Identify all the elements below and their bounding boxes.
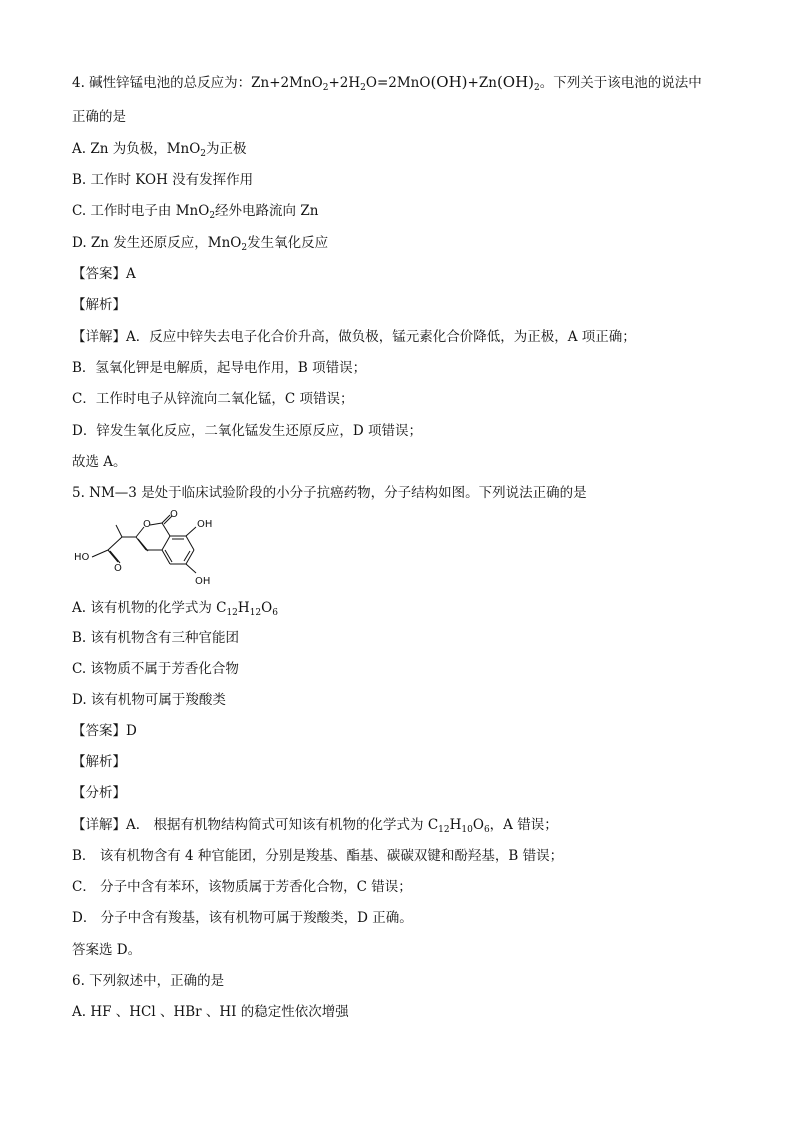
q5-detail-c: C． 分子中含有苯环，该物质属于芳香化合物，C 错误； xyxy=(72,879,412,895)
q5-analysis: 【解析】 xyxy=(72,754,126,770)
label-oh-top: OH xyxy=(197,519,213,530)
q4-option-b: B. 工作时 KOH 没有发挥作用 xyxy=(72,172,254,188)
q4-option-d: D. Zn 发生还原反应，MnO$_2$发生氧化反应 xyxy=(72,235,329,253)
q4-detail-d: D．锌发生氧化反应，二氧化锰发生还原反应，D 项错误； xyxy=(72,423,422,439)
q5-option-c: C. 该物质不属于芳香化合物 xyxy=(72,661,239,677)
q5-conclusion: 答案选 D。 xyxy=(72,942,142,958)
q5-answer: 【答案】D xyxy=(72,723,137,739)
q6-option-a: A. HF 、HCl 、HBr 、HI 的稳定性依次增强 xyxy=(72,1004,349,1020)
q5-fenxi: 【分析】 xyxy=(72,785,126,801)
q5-detail-d: D． 分子中含有羧基，该有机物可属于羧酸类，D 正确。 xyxy=(72,910,413,926)
label-carbonyl-oxygen: O xyxy=(170,509,178,520)
q5-option-b: B. 该有机物含有三种官能团 xyxy=(72,630,240,646)
q4-stem-line2: 正确的是 xyxy=(72,109,126,125)
label-ring-oxygen: O xyxy=(143,519,151,530)
nm3-structure-diagram xyxy=(70,507,250,592)
label-ho: HO xyxy=(74,552,90,563)
q5-stem: 5. NM—3 是处于临床试验阶段的小分子抗癌药物，分子结构如图。下列说法正确的是 xyxy=(72,485,587,501)
q4-detail-c: C．工作时电子从锌流向二氧化锰，C 项错误； xyxy=(72,391,354,407)
q4-answer: 【答案】A xyxy=(72,266,136,282)
q4-option-a: A. Zn 为负极，MnO$_2$为正极 xyxy=(72,141,247,159)
q6-stem: 6. 下列叙述中，正确的是 xyxy=(72,973,225,989)
q5-detail-b: B． 该有机物含有 4 种官能团，分别是羧基、酯基、碳碳双键和酚羟基，B 错误； xyxy=(72,848,564,864)
q4-stem: 4. 碱性锌锰电池的总反应为：$Zn+2MnO_2+2H_2O=2MnO(OH)+Zn(OH)_2$。下列关于该电池的说法中 xyxy=(72,73,702,93)
q5-detail-a: 【详解】A． 根据有机物结构简式可知该有机物的化学式为 $C_{12}H_{10}O_6$，A 错误； xyxy=(72,817,558,835)
label-oh-bottom: OH xyxy=(195,576,211,587)
label-acid-oxygen: O xyxy=(114,563,122,574)
q4-option-c: C. 工作时电子由 MnO$_2$经外电路流向 Zn xyxy=(72,203,319,221)
q4-analysis: 【解析】 xyxy=(72,297,126,313)
q4-detail-a: 【详解】A．反应中锌失去电子化合价升高，做负极，锰元素化合价降低，为正极，A 项正确； xyxy=(72,329,636,345)
q4-detail-b: B．氢氧化钾是电解质，起导电作用，B 项错误； xyxy=(72,360,367,376)
q4-conclusion: 故选 A。 xyxy=(72,454,127,470)
q5-option-d: D. 该有机物可属于羧酸类 xyxy=(72,692,226,708)
q5-option-a: A. 该有机物的化学式为 $C_{12}H_{12}O_6$ xyxy=(72,600,278,618)
